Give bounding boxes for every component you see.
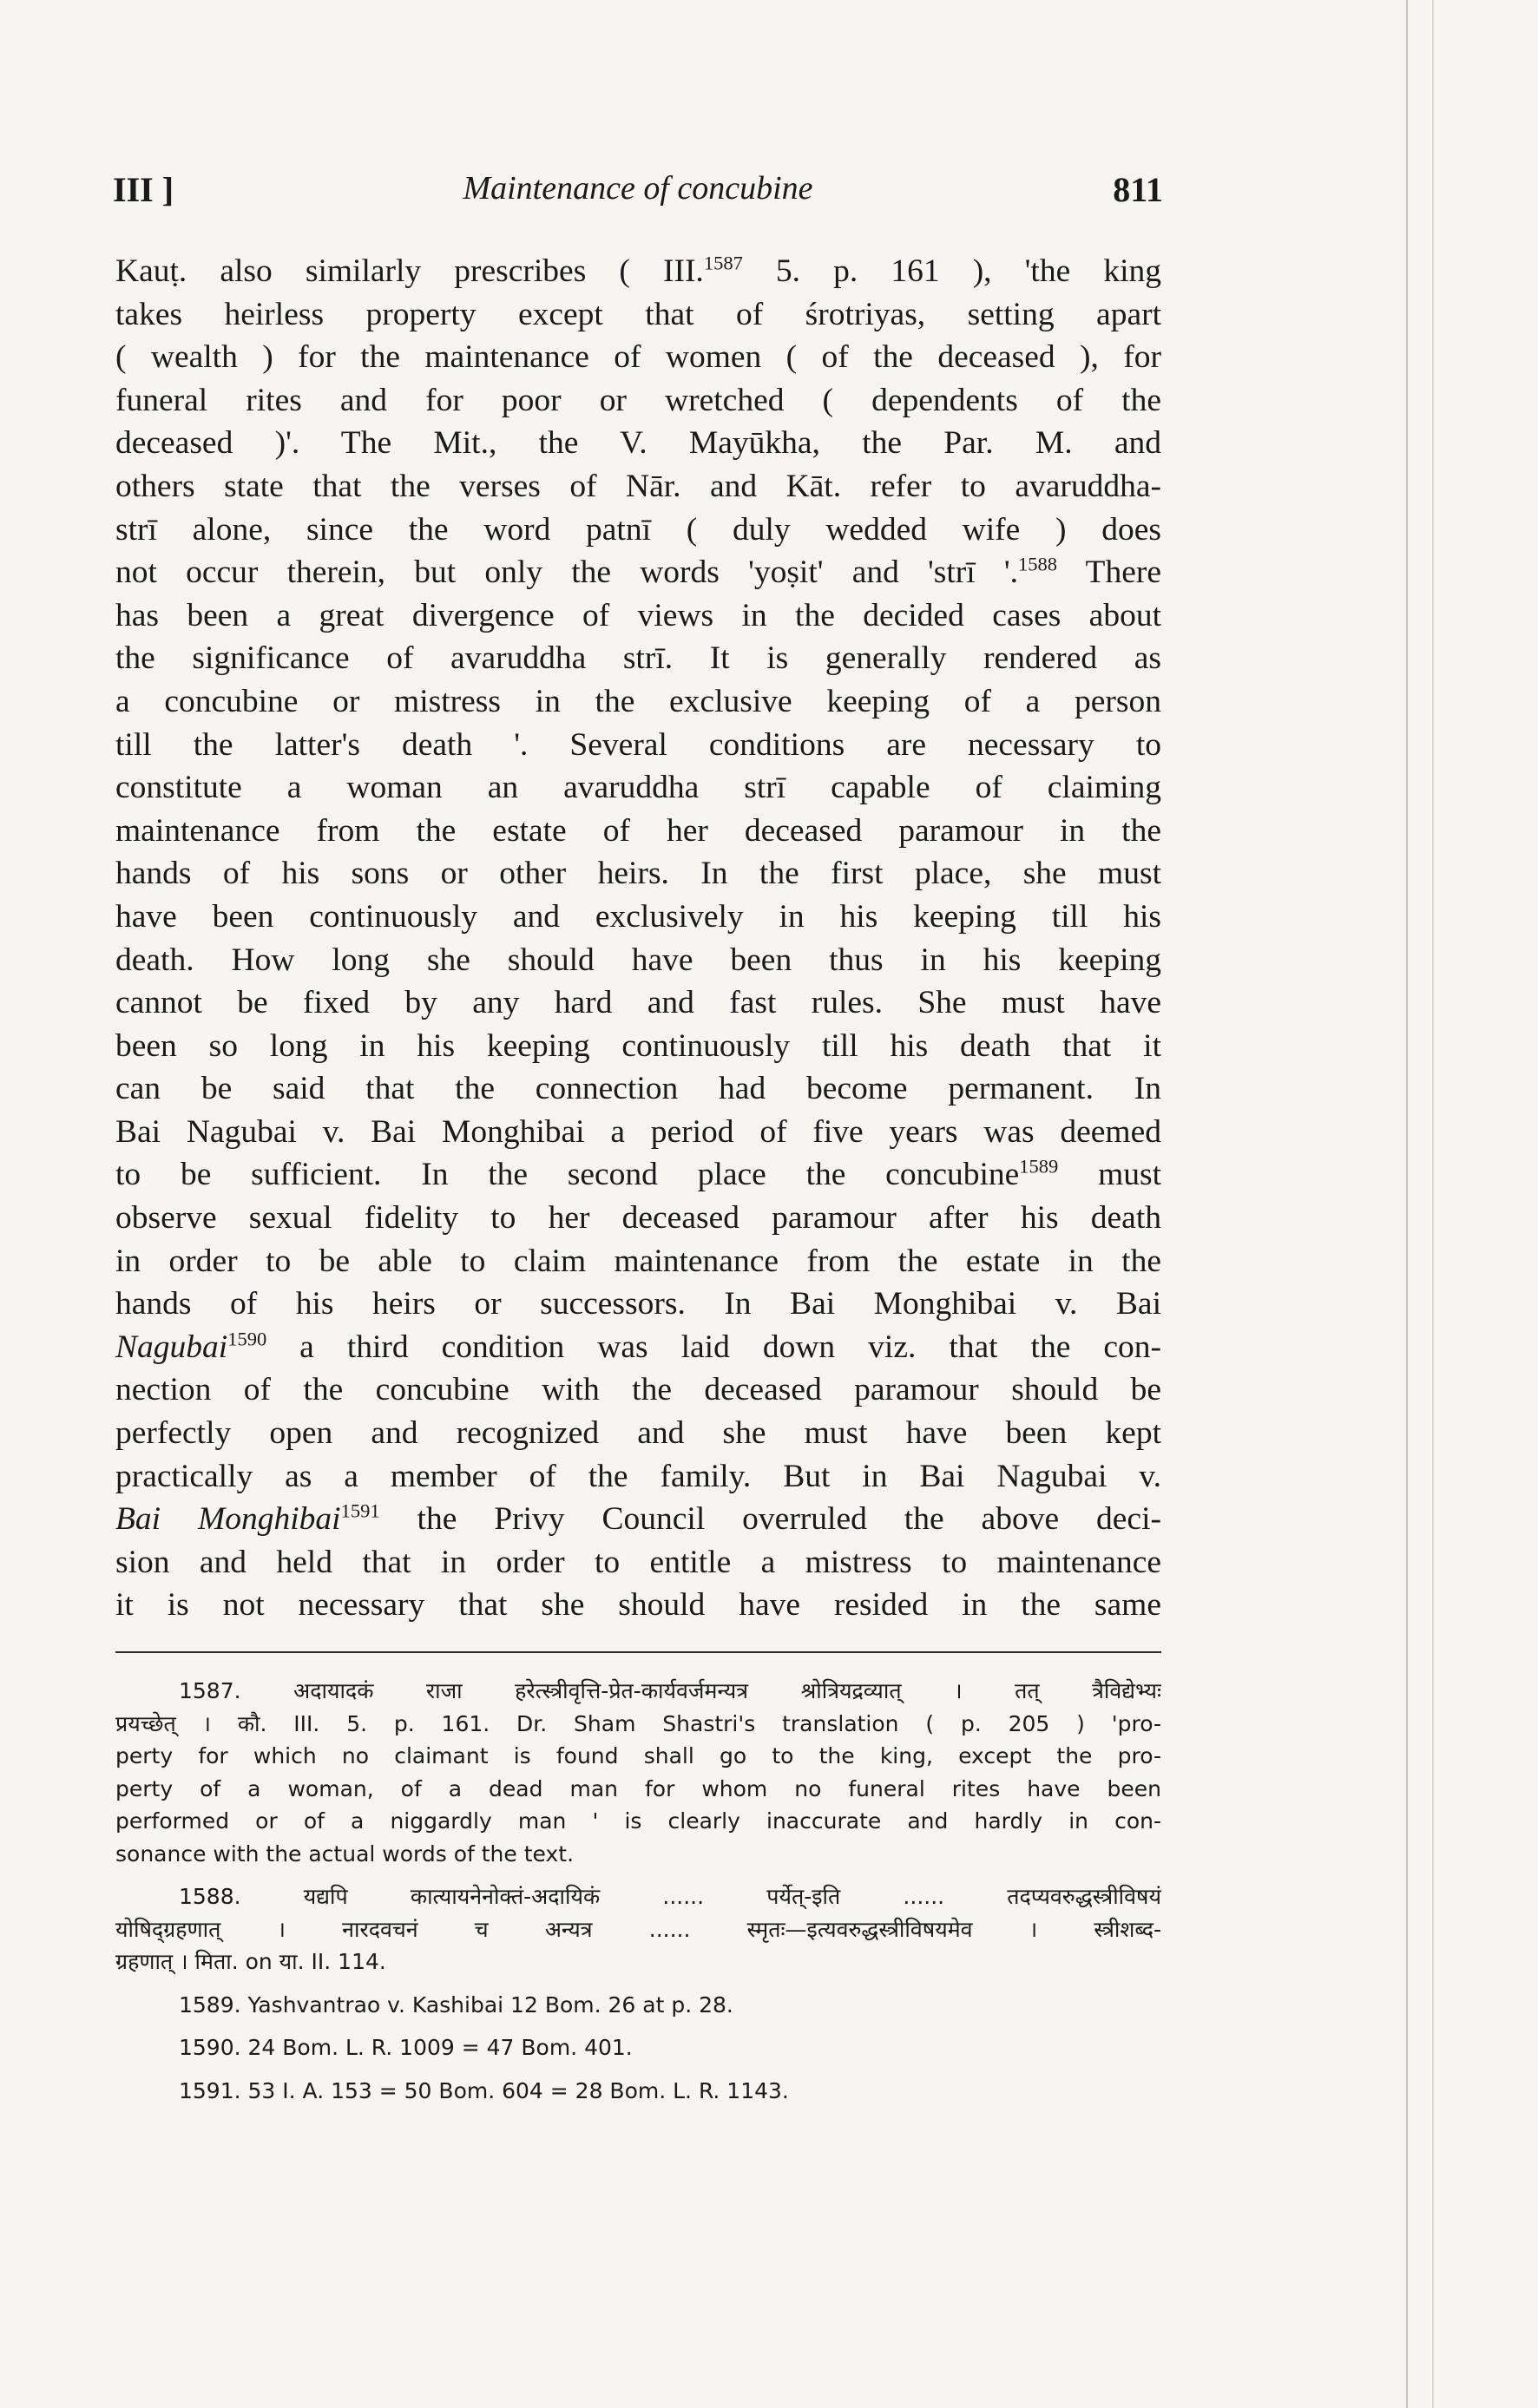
- footnote-ref: 1591: [340, 1499, 380, 1522]
- text-line: deceased )'. The Mit., the V. Mayūkha, the Par. M. and: [115, 425, 1161, 462]
- footnote-line: 1588. यद्यपि कात्यायनेनोक्तं-अदायिकं ...... पर्येत्-इति ...... तदप्यवरुद्धस्त्रीविषयं: [179, 1884, 1161, 1909]
- text-line: funeral rites and for poor or wretched ( dependents of the: [115, 382, 1161, 418]
- footnote-line: प्रयच्छेत् । कौ. III. 5. p. 161. Dr. Sham Shastri's translation ( p. 205 ) 'pro-: [115, 1710, 1161, 1736]
- footnote-1589: 1589. Yashvantrao v. Kashibai 12 Bom. 26 at p. 28.: [179, 1991, 733, 2018]
- footnote-1588: [115, 1880, 1161, 1978]
- text-line: constitute a woman an avaruddha strī capable of claiming: [115, 770, 1161, 806]
- footnote-line: 1587. अदायादकं राजा हरेत्स्त्रीवृत्ति-प्रेत-कार्यवर्जमन्यत्र श्रोत्रियद्रव्यात् । तत् त्रैविद्येभ्यः: [179, 1678, 1161, 1703]
- text-line: it is not necessary that she should have resided in the same: [115, 1587, 1161, 1624]
- text-line: have been continuously and exclusively in his keeping till his: [115, 898, 1161, 935]
- text-line: can be said that the connection had become permanent. In: [115, 1071, 1161, 1107]
- footnote-ref: 1587: [703, 252, 743, 274]
- footnote-line: ग्रहणात् । मिता. on या. II. 114.: [115, 1949, 386, 1974]
- footnote-1590: 1590. 24 Bom. L. R. 1009 = 47 Bom. 401.: [179, 2035, 633, 2060]
- text-line: nection of the concubine with the deceased paramour should be: [115, 1372, 1161, 1408]
- text-line: hands of his heirs or successors. In Bai Monghibai v. Bai: [115, 1286, 1161, 1322]
- text-line: perfectly open and recognized and she must have been kept: [115, 1415, 1161, 1452]
- text-line: cannot be fixed by any hard and fast rules. She must have: [115, 985, 1161, 1021]
- footnote-line: perty of a woman, of a dead man for whom no funeral rites have been: [115, 1775, 1161, 1801]
- text-line: ( wealth ) for the maintenance of women ( of the deceased ), for: [115, 339, 1161, 376]
- footnotes: [115, 1675, 1161, 2107]
- text-line: a concubine or mistress in the exclusive keeping of a person: [115, 683, 1161, 719]
- footnote-line: performed or of a niggardly man ' is clearly inaccurate and hardly in con-: [115, 1808, 1161, 1834]
- footnote-ref: 1588: [1018, 553, 1058, 575]
- page-edge-line: [1406, 0, 1408, 2408]
- section-number: III ]: [113, 170, 174, 209]
- footnote-line: sonance with the actual words of the text.: [115, 1840, 575, 1867]
- footnote-ref: 1590: [227, 1328, 267, 1350]
- text-line: has been a great divergence of views in the decided cases about: [115, 597, 1161, 633]
- text-line: death. How long she should have been thus in his keeping: [115, 942, 1161, 978]
- running-header: [113, 169, 1163, 221]
- text-line: Kauṭ. also similarly prescribes ( III.$^{1587}$ 5. p. 161 ), 'the king: [115, 252, 1161, 289]
- footnote-ref: 1589: [1019, 1155, 1059, 1178]
- text-line: the significance of avaruddha strī. It is generally rendered as: [115, 640, 1161, 677]
- page-edge-line: [1432, 0, 1434, 2408]
- main-text: [115, 250, 1161, 1627]
- page-number: 811: [1113, 170, 1163, 209]
- text-line: observe sexual fidelity to her deceased paramour after his death: [115, 1200, 1161, 1237]
- text-line: Bai Monghibai$^{1591}$ the Privy Council overruled the above deci-: [115, 1499, 1161, 1538]
- text-line: maintenance from the estate of her deceased paramour in the: [115, 812, 1161, 849]
- text-line: Bai Nagubai v. Bai Monghibai a period of five years was deemed: [115, 1113, 1161, 1150]
- footnote-line: योषिद्ग्रहणात् । नारदवचनं च अन्यत्र ...... स्मृतः—इत्यवरुद्धस्त्रीविषयमेव । स्त्रीशब्द-: [115, 1916, 1161, 1942]
- running-title: Maintenance of concubine: [463, 170, 813, 207]
- text-line: to be sufficient. In the second place the concubine$^{1589}$ must: [115, 1155, 1161, 1193]
- footnote-1587: [115, 1675, 1161, 1870]
- footnote-line: perty for which no claimant is found shall go to the king, except the pro-: [115, 1743, 1161, 1768]
- text-line: been so long in his keeping continuously till his death that it: [115, 1027, 1161, 1064]
- text-line: hands of his sons or other heirs. In the first place, she must: [115, 856, 1161, 892]
- text-line: sion and held that in order to entitle a mistress to maintenance: [115, 1544, 1161, 1580]
- text-line: till the latter's death '. Several conditions are necessary to: [115, 726, 1161, 763]
- text-line: takes heirless property except that of śrotriyas, setting apart: [115, 296, 1161, 332]
- text-line: not occur therein, but only the words 'yoṣit' and 'strī '.$^{1588}$ There: [115, 553, 1161, 591]
- text-line: in order to be able to claim maintenance from the estate in the: [115, 1243, 1161, 1279]
- text-line: Nagubai$^{1590}$ a third condition was laid down viz. that the con-: [115, 1328, 1161, 1365]
- text-line: practically as a member of the family. But in Bai Nagubai v.: [115, 1458, 1161, 1494]
- footnote-divider: [115, 1651, 1161, 1653]
- text-line: others state that the verses of Nār. and Kāt. refer to avaruddha-: [115, 468, 1161, 504]
- text-line: strī alone, since the word patnī ( duly wedded wife ) does: [115, 511, 1161, 548]
- footnote-1591: 1591. 53 I. A. 153 = 50 Bom. 604 = 28 Bom. L. R. 1143.: [179, 2077, 789, 2103]
